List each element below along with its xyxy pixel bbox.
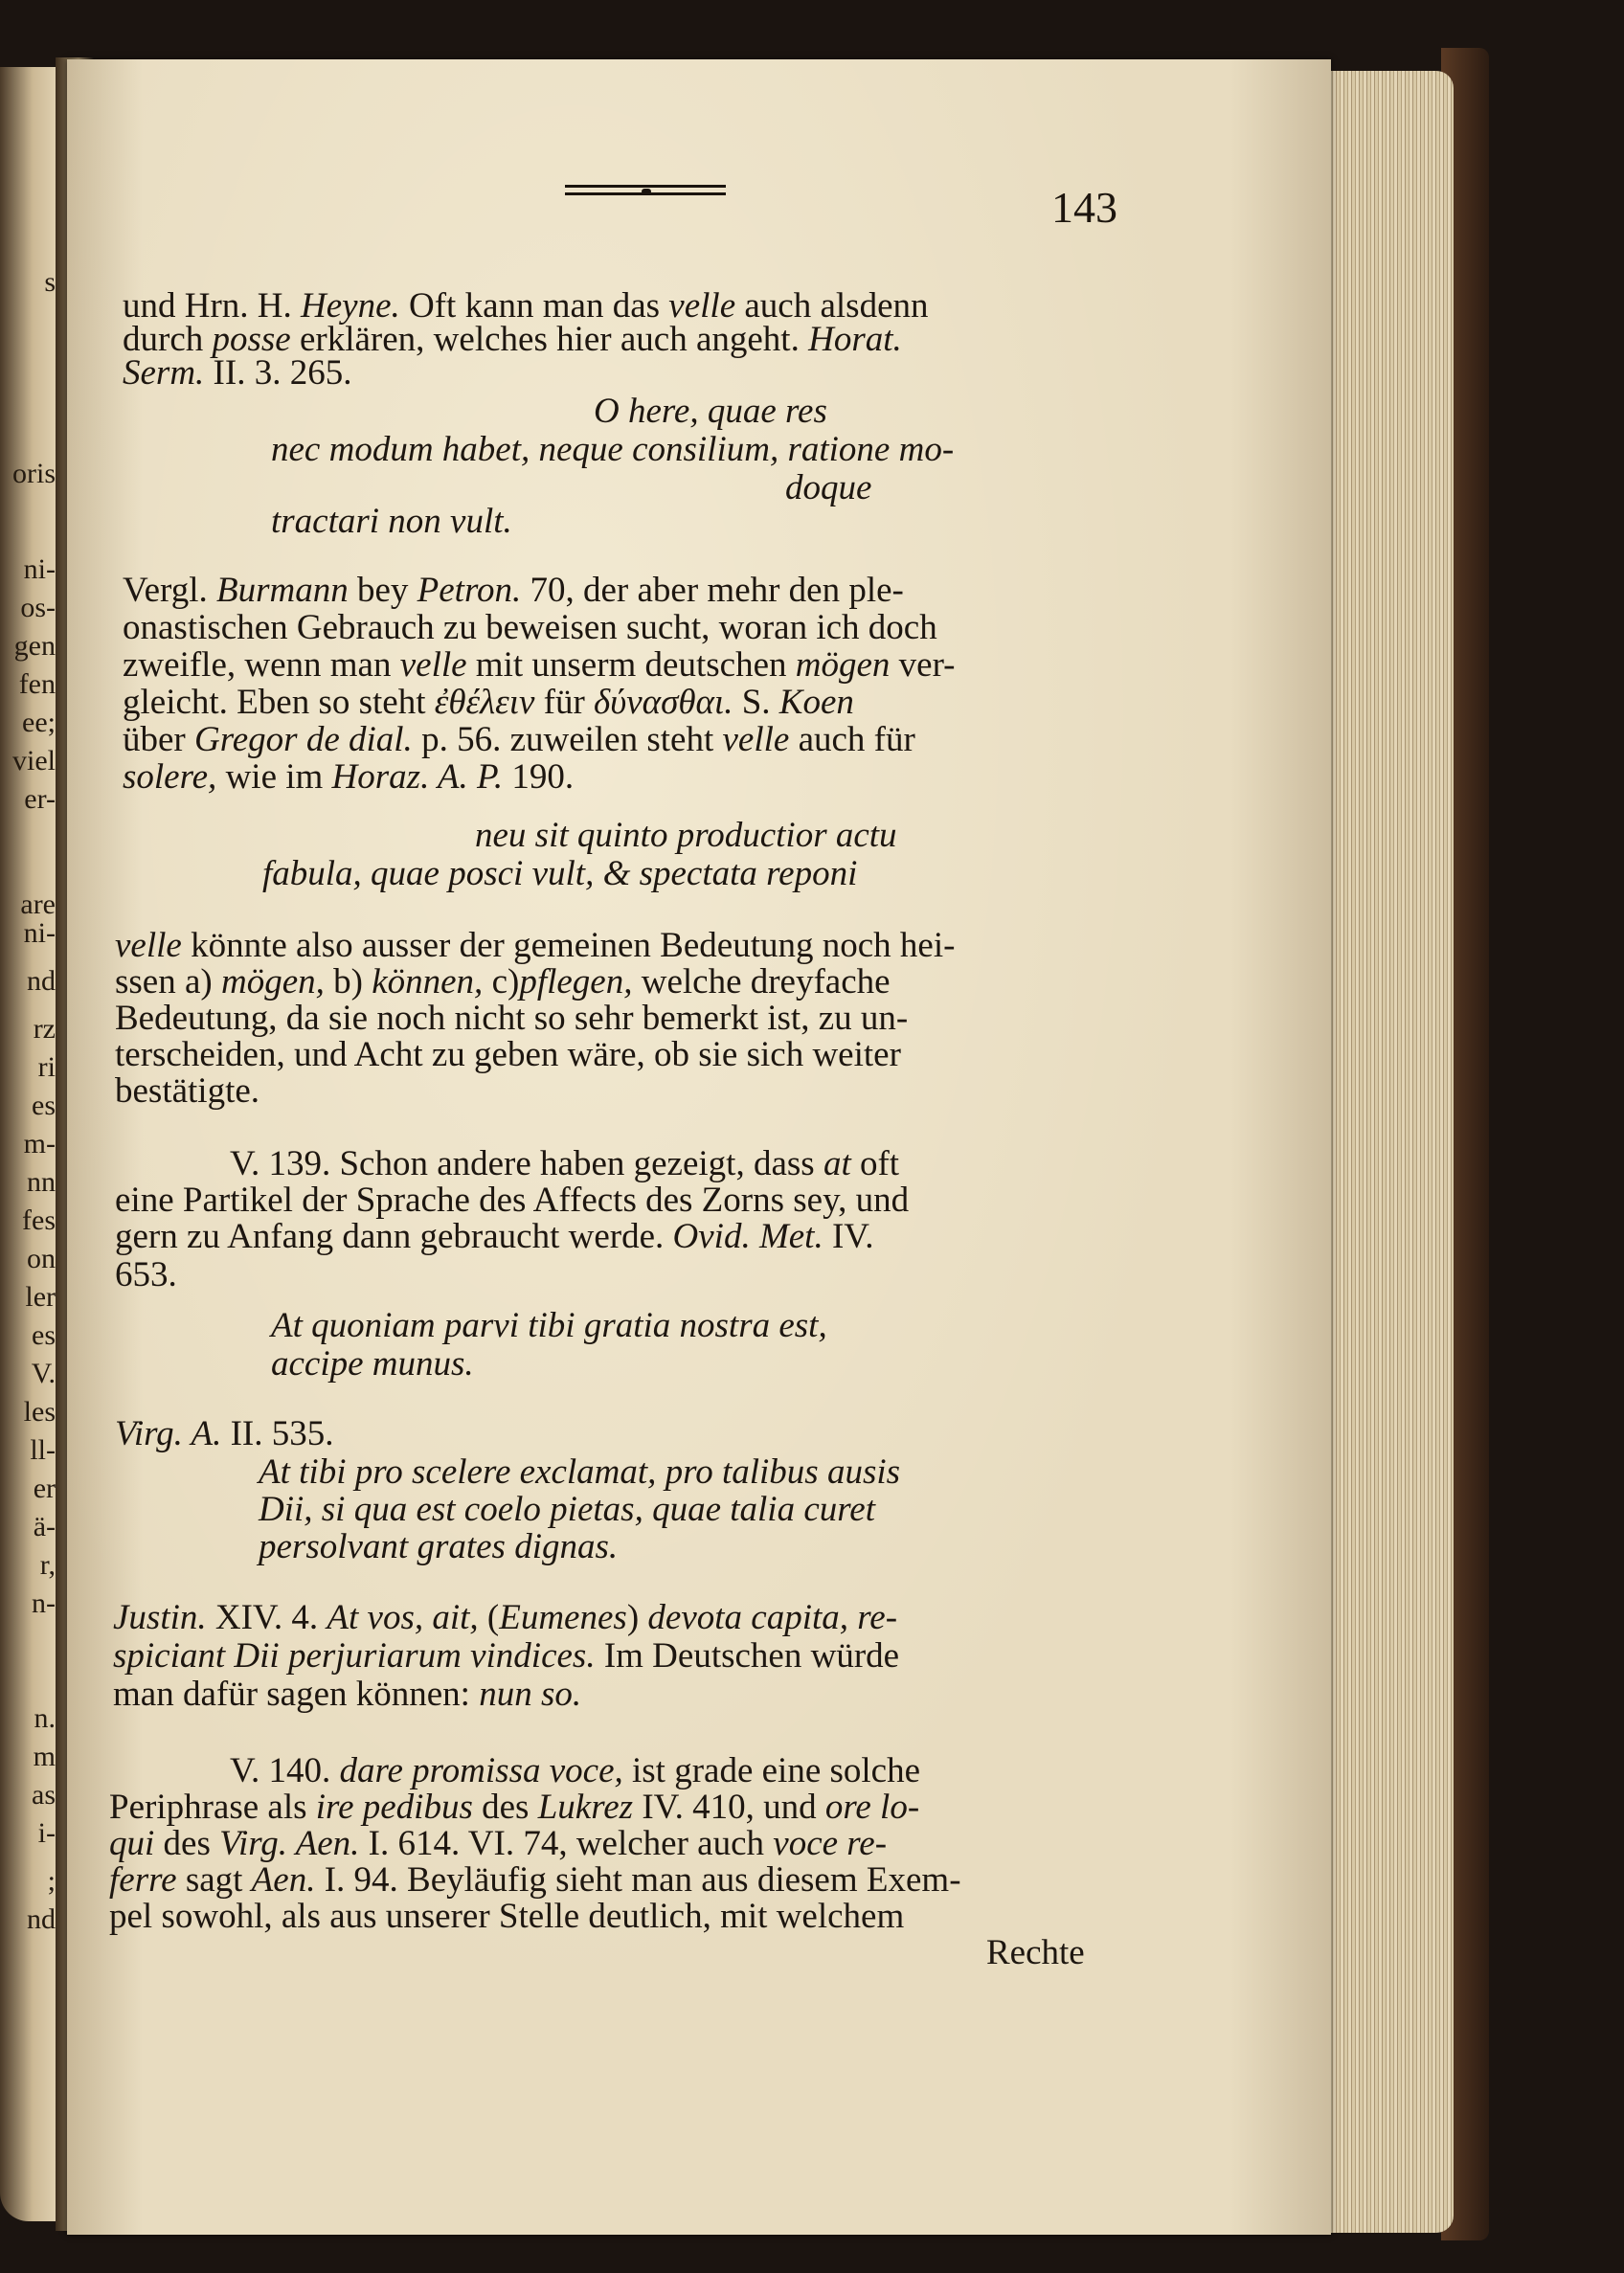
text-line	[262, 855, 1277, 892]
previous-page-fragment: ee;	[22, 707, 56, 738]
italic-run: devota capita, re-	[647, 1598, 898, 1637]
italic-run: Dii, si qua est coelo pietas, quae talia curet	[259, 1490, 875, 1529]
previous-page-fragment: oris	[12, 458, 56, 489]
text-run: XIV. 4.	[206, 1598, 327, 1637]
text-run: pel sowohl, als aus unserer Stelle deutlich, mit welchem	[109, 1897, 905, 1936]
text-run: )	[626, 1598, 648, 1637]
text-line	[115, 1182, 1130, 1219]
text-run: gleicht. Eben so steht	[123, 683, 435, 722]
text-run: p. 56. zuweilen steht	[412, 720, 723, 759]
text-run: IV.	[823, 1217, 874, 1256]
italic-run: nun so.	[479, 1675, 582, 1714]
text-run: auch für	[789, 720, 915, 759]
italic-run: posse	[212, 320, 291, 359]
text-line	[123, 609, 1138, 646]
italic-run: Virg. Aen.	[219, 1824, 360, 1863]
italic-run: persolvant grates dignas.	[259, 1527, 619, 1566]
text-line	[123, 572, 1138, 609]
italic-run: At vos, ait,	[327, 1598, 487, 1637]
text-line	[271, 503, 1286, 540]
italic-run: fabula, quae posci vult, & spectata reponi	[262, 854, 858, 893]
text-line	[109, 1789, 1124, 1826]
italic-run: at	[823, 1144, 851, 1183]
italic-run: Eumenes	[499, 1598, 627, 1637]
previous-page-fragment: os-	[20, 592, 56, 623]
text-line	[115, 1000, 1130, 1037]
text-run: könnte also ausser der gemeinen Bedeutung noch hei-	[181, 926, 956, 965]
text-run: V. 139. Schon andere haben gezeigt, dass	[230, 1144, 823, 1183]
previous-page-edge	[0, 67, 59, 2221]
text-line	[109, 1825, 1124, 1862]
header-ornament-rule	[565, 185, 726, 200]
italic-run: Koen	[778, 683, 854, 722]
previous-page-fragment: m	[33, 1741, 56, 1772]
previous-page-fragment: n.	[34, 1702, 56, 1734]
text-run: Rechte	[986, 1933, 1085, 1972]
text-run: Periphrase als	[109, 1788, 316, 1827]
previous-page-fragment: les	[23, 1396, 56, 1428]
text-line	[259, 1453, 1274, 1491]
previous-page-fragment: ;	[47, 1865, 56, 1897]
text-run: 70, der aber mehr den ple-	[521, 571, 904, 610]
text-line	[123, 758, 1138, 796]
text-line	[123, 684, 1138, 721]
italic-run: voce re-	[773, 1824, 888, 1863]
text-line	[271, 431, 1286, 468]
text-run: sagt	[176, 1860, 252, 1900]
previous-page-fragment: on	[27, 1243, 56, 1274]
text-line	[475, 817, 1490, 854]
text-run: und Hrn. H.	[123, 286, 302, 326]
text-line	[115, 963, 1130, 1001]
text-run: bey	[348, 571, 417, 610]
text-run: mit unserm deutschen	[466, 645, 796, 685]
text-run: auch alsdenn	[735, 286, 929, 326]
italic-run: dare promissa voce,	[339, 1751, 623, 1790]
previous-page-fragment: es	[32, 1319, 56, 1351]
previous-page-fragment: ni-	[23, 917, 56, 949]
italic-run: tractari non vult.	[271, 502, 512, 541]
italic-run: velle	[115, 926, 182, 965]
previous-page-fragment: ler	[25, 1281, 56, 1313]
italic-run: velle	[722, 720, 790, 759]
italic-run: ire pedibus	[315, 1788, 473, 1827]
italic-run: Horat.	[808, 320, 902, 359]
previous-page-fragment: gen	[13, 630, 56, 662]
italic-run: O here, quae res	[594, 392, 827, 431]
text-run: Bedeutung, da sie noch nicht so sehr bemerkt ist, zu un-	[115, 999, 909, 1038]
text-line	[271, 1307, 1286, 1344]
text-line	[115, 1415, 1130, 1452]
text-run: des	[154, 1824, 220, 1863]
italic-run: qui	[109, 1824, 155, 1863]
previous-page-fragment: er	[33, 1473, 56, 1504]
previous-page-fragment: fen	[18, 668, 56, 700]
italic-run: Aen.	[251, 1860, 316, 1900]
italic-run: velle	[668, 286, 736, 326]
text-line	[594, 393, 1609, 430]
italic-run: velle	[399, 645, 467, 685]
previous-page-fragment: n-	[32, 1587, 56, 1619]
text-run: b)	[324, 962, 372, 1001]
text-line	[109, 1861, 1124, 1899]
previous-page-fragment: nd	[27, 965, 56, 997]
italic-run: Justin.	[113, 1598, 207, 1637]
text-line	[113, 1676, 1128, 1713]
text-line	[259, 1491, 1274, 1528]
previous-page-fragment: V.	[31, 1358, 56, 1389]
previous-page-fragment: i-	[37, 1817, 56, 1849]
text-run: S.	[733, 683, 779, 722]
text-line	[271, 1345, 1286, 1383]
italic-run: ferre	[109, 1860, 177, 1900]
previous-page-fragment: ri	[37, 1051, 56, 1083]
text-run: man dafür sagen können:	[113, 1675, 480, 1714]
italic-run: Virg. A.	[115, 1414, 222, 1453]
italic-run: Ovid. Met.	[672, 1217, 823, 1256]
italic-run: accipe munus.	[271, 1344, 474, 1384]
text-run: erklären, welches hier auch angeht.	[290, 320, 809, 359]
text-line	[115, 927, 1130, 964]
text-run: ist grade eine solche	[622, 1751, 921, 1790]
text-run: gern zu Anfang dann gebraucht werde.	[115, 1217, 673, 1256]
italic-run: Serm.	[123, 353, 205, 393]
previous-page-fragment: er-	[24, 783, 56, 815]
italic-run: doque	[785, 468, 872, 507]
italic-run: pflegen,	[519, 962, 633, 1001]
italic-run: Heyne.	[301, 286, 400, 326]
italic-run: Lukrez	[537, 1788, 634, 1827]
text-run: onastischen Gebrauch zu beweisen sucht, woran ich doch	[123, 608, 937, 647]
italic-run: können,	[372, 962, 484, 1001]
text-line	[230, 1752, 1245, 1789]
text-run: über	[123, 720, 194, 759]
text-run: eine Partikel der Sprache des Affects des Zorns sey, und	[115, 1181, 910, 1220]
text-line	[115, 1036, 1130, 1073]
previous-page-fragment: ni-	[23, 553, 56, 585]
italic-run: nec modum habet, neque consilium, ratione mo-	[271, 430, 955, 469]
text-run: I. 614. VI. 74, welcher auch	[359, 1824, 774, 1863]
previous-page-fragment: es	[32, 1090, 56, 1121]
italic-run: solere,	[123, 757, 217, 797]
text-line	[123, 646, 1138, 684]
text-line	[259, 1528, 1274, 1565]
italic-run: At tibi pro scelere exclamat, pro talibus ausis	[259, 1452, 901, 1492]
text-line	[115, 1072, 1130, 1110]
text-run: Im Deutschen würde	[595, 1636, 900, 1676]
text-run: bestätigte.	[115, 1071, 260, 1111]
text-run: terscheiden, und Acht zu geben wäre, ob sie sich weiter	[115, 1035, 901, 1074]
text-run: durch	[123, 320, 213, 359]
text-run: ssen a)	[115, 962, 221, 1001]
text-run: welche dreyfache	[632, 962, 891, 1001]
text-run: des	[472, 1788, 538, 1827]
italic-run: Gregor de dial.	[194, 720, 413, 759]
italic-run: ore lo-	[824, 1788, 920, 1827]
text-run: für	[534, 683, 595, 722]
previous-page-fragment: m-	[23, 1128, 56, 1159]
text-line	[986, 1934, 1624, 1971]
previous-page-fragment: fes	[22, 1204, 56, 1236]
text-run: c)	[483, 962, 520, 1001]
italic-run: At quoniam parvi tibi gratia nostra est,	[271, 1306, 827, 1345]
text-run: II. 535.	[221, 1414, 334, 1453]
italic-run: neu sit quinto productior actu	[475, 816, 897, 855]
previous-page-fragment: nn	[27, 1166, 56, 1198]
italic-run: ἐθέλειν	[434, 683, 535, 722]
italic-run: δύνασθαι.	[594, 683, 733, 722]
italic-run: Petron.	[417, 571, 522, 610]
previous-page-fragment: ll-	[30, 1434, 56, 1466]
previous-page-fragment: viel	[12, 745, 56, 776]
previous-page-fragment: s	[44, 266, 56, 298]
italic-run: Burmann	[215, 571, 349, 610]
previous-page-fragment: as	[32, 1779, 56, 1811]
previous-page-fragment: nd	[27, 1903, 56, 1935]
italic-run: mögen	[795, 645, 891, 685]
text-line	[115, 1256, 1130, 1294]
text-line	[115, 1218, 1130, 1255]
text-run: I. 94. Beyläufig sieht man aus diesem Exem-	[315, 1860, 961, 1900]
previous-page-fragment: are	[20, 889, 56, 920]
text-line	[113, 1637, 1128, 1675]
page-number: 143	[1051, 183, 1117, 232]
previous-page-fragment: r,	[39, 1549, 56, 1581]
text-run: 190.	[503, 757, 575, 797]
text-run: II. 3. 265.	[204, 353, 352, 393]
previous-page-fragment: rz	[33, 1013, 56, 1045]
text-run: 653.	[115, 1255, 177, 1294]
text-run: IV. 410, und	[633, 1788, 825, 1827]
text-run: ver-	[890, 645, 956, 685]
text-line	[230, 1145, 1245, 1182]
italic-run: Horaz. A. P.	[331, 757, 504, 797]
text-line	[123, 721, 1138, 758]
text-run: V. 140.	[230, 1751, 340, 1790]
text-run: Oft kann man das	[399, 286, 669, 326]
previous-page-fragment: ä-	[33, 1511, 56, 1542]
text-run: (	[486, 1598, 500, 1637]
italic-run: mögen,	[220, 962, 325, 1001]
text-line	[113, 1599, 1128, 1636]
italic-run: spiciant Dii perjuriarum vindices.	[113, 1636, 596, 1676]
text-run: Vergl.	[123, 571, 216, 610]
text-line	[109, 1898, 1124, 1935]
text-run: wie im	[216, 757, 332, 797]
text-line	[123, 354, 1138, 392]
text-run: oft	[850, 1144, 900, 1183]
text-run: zweifle, wenn man	[123, 645, 400, 685]
text-line	[785, 469, 1624, 506]
